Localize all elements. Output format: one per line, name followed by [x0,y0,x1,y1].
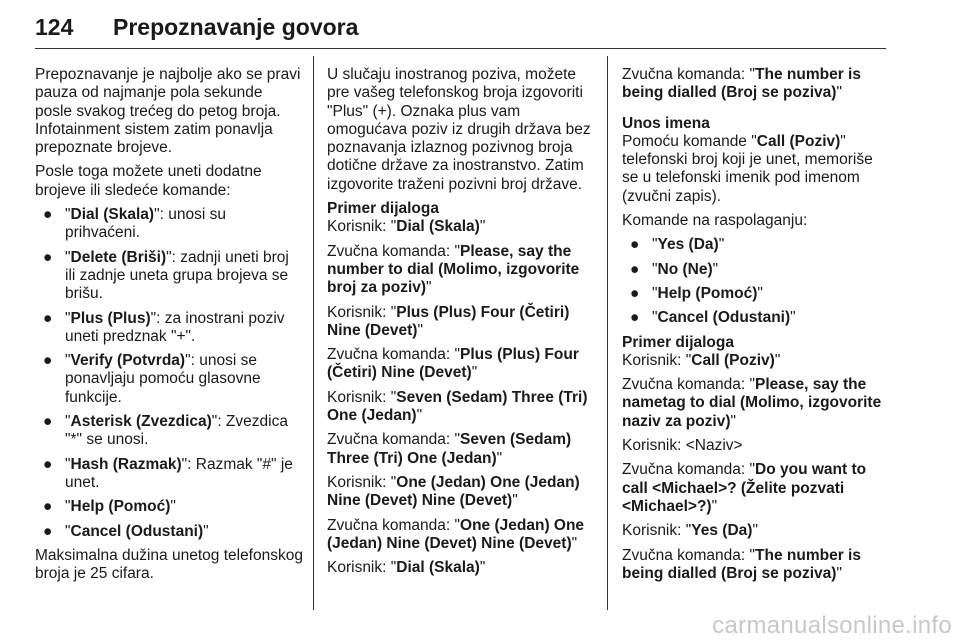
dialog-line: Korisnik: "Dial (Skala)" [327,559,486,577]
command-desc: : unosi su prihvaćeni. [65,206,226,242]
command-name: Delete (Briši) [70,248,167,266]
utterance: Dial (Skala) [396,218,480,236]
speaker: Korisnik: [327,559,391,577]
column-divider [607,56,608,610]
list-item: ● "Verify (Potvrda)": unosi se ponavljaju pomoću glasovne funkcije. [43,352,261,406]
speaker: Zvučna komanda: [327,346,455,364]
speaker: Zvučna komanda: [327,516,455,534]
dialog-line: Korisnik: "Dial (Skala)" [327,218,486,236]
utterance: One (Jedan) One (Jedan) Nine (Devet) Nine (Devet) [327,516,585,552]
column-divider [313,56,314,610]
command-desc: : unosi se ponavljaju pomoću glasovne funkcije. [65,352,261,406]
utterance: Please, say the nametag to dial (Molimo, izgovorite naziv za poziv) [622,376,882,430]
utterance: Dial (Skala) [396,559,480,577]
speaker: Korisnik: [327,388,391,406]
bullet-icon: ● [43,498,53,516]
list-item: ● "Yes (Da)" [630,236,725,254]
speaker: Zvučna komanda: [622,66,750,83]
command-desc: : Razmak "#" je unet. [65,455,293,491]
command-name: Cancel (Odustani) [70,522,204,540]
column-1 [35,66,303,589]
bullet-icon: ● [43,522,53,540]
dialog-line: Zvučna komanda: "Please, say the number to dial (Molimo, izgovorite broj za poziv)" [327,242,580,297]
dialog-line: Zvučna komanda: "Please, say the nametag to dial (Molimo, izgovorite naziv za poziv)" [622,376,882,430]
command-list [35,206,303,541]
command-desc: : za inostrani poziv uneti predznak "+". [65,309,285,345]
list-item: ● "Help (Pomoć)" [43,498,176,516]
bullet-icon: ● [43,248,53,266]
paragraph: Posle toga možete uneti dodatne brojeve ili sledeće komande: [35,163,262,199]
list-item: ● "Delete (Briši)": zadnji uneti broj ili zadnje uneta grupa brojeva se brišu. [43,248,289,303]
column-3 [622,66,890,589]
utterance: Do you want to call <Michael>? (Želite pozvati <Michael>?) [622,461,867,515]
speaker: Zvučna komanda: [622,461,750,479]
dialog-line: Korisnik: "Call (Poziv)" [622,351,781,369]
list-item: ● "Cancel (Odustani)" [43,522,209,540]
paragraph: Pomoću komande "Call (Poziv)" telefonski broj koji je unet, memoriše se u telefonski imenik pod imenom (zvučni zapis). [622,132,873,205]
list-item: ● "No (Ne)" [630,260,719,278]
command-name: No (Ne) [657,260,713,278]
speaker: Korisnik: [622,522,686,540]
utterance: Please, say the number to dial (Molimo, izgovorite broj za poziv) [327,242,580,297]
dialog-line: Korisnik: "Yes (Da)" [622,522,758,540]
list-item: ● "Hash (Razmak)": Razmak "#" je unet. [43,455,293,491]
dialog-line: Korisnik: "One (Jedan) One (Jedan) Nine (Devet) Nine (Devet)" [327,473,580,510]
utterance: Seven (Sedam) Three (Tri) One (Jedan) [327,388,588,425]
utterance: Plus (Plus) Four (Četiri) Nine (Devet) [327,303,570,339]
speaker: Zvučna komanda: [327,242,455,260]
dialog-title: Primer dijaloga [327,200,439,218]
command-name: Yes (Da) [657,236,719,254]
dialog-line: Zvučna komanda: "One (Jedan) One (Jedan) Nine (Devet) Nine (Devet)" [327,516,585,552]
dialog-line: Zvučna komanda: "Seven (Sedam) Three (Tri) One (Jedan)" [327,431,572,467]
paragraph: Komande na raspolaganju: [622,212,808,230]
speaker: Zvučna komanda: [622,376,750,394]
column-2 [327,66,595,583]
paragraph: U slučaju inostranog poziva, možete pre vašeg telefonskog broja izgovoriti "Plus" (+). Oznaka plus vam omogućava poziv iz drugih država bez poznavanja izlaznog pozivnog broja dotične države za inostranstvo. Zatim izgovorite traženi pozivni broj države. [327,66,591,193]
dialog-line: Zvučna komanda: "Plus (Plus) Four (Četiri) Nine (Devet)" [327,346,579,382]
speaker: Korisnik: [327,303,391,321]
speaker: Korisnik: [327,473,391,491]
utterance: The number is being dialled (Broj se poziva) [622,66,861,102]
list-item: ● "Dial (Skala)": unosi su prihvaćeni. [43,206,226,242]
command-name: Plus (Plus) [70,309,151,327]
dialog-line: Korisnik: "Plus (Plus) Four (Četiri) Nine (Devet)" [327,303,570,339]
utterance: The number is being dialled (Broj se poziva) [622,546,861,582]
command-name: Asterisk (Zvezdica) [70,413,212,431]
speaker: Zvučna komanda: [327,431,455,449]
dialog-line: Zvučna komanda: "Do you want to call <Michael>? (Želite pozvati <Michael>?)" [622,461,867,515]
watermark: carmanualsonline.info [712,612,952,639]
speaker: Korisnik: [327,218,391,236]
command-name: Dial (Skala) [70,206,155,224]
paragraph: Prepoznavanje je najbolje ako se pravi pauza od najmanje pola sekunde posle svakog trećeg do petog broja. Infotainment sistem zatim ponavlja prepoznate brojeve. [35,66,301,157]
command-name: Cancel (Odustani) [657,309,791,327]
command-name: Help (Pomoć) [70,498,171,516]
bullet-icon: ● [630,260,640,278]
dialog-line: Zvučna komanda: "The number is being dialled (Broj se poziva)" [622,546,861,582]
bullet-icon: ● [630,309,640,327]
command-name: Hash (Razmak) [70,455,182,473]
bullet-icon: ● [43,455,53,473]
command-name: Verify (Potvrda) [70,352,186,370]
speaker: Zvučna komanda: [622,546,750,564]
dialog-line: Korisnik: "Seven (Sedam) Three (Tri) One (Jedan)" [327,388,588,425]
list-item: ● "Help (Pomoć)" [630,284,763,302]
utterance: Call (Poziv) [691,351,775,369]
command-name: Help (Pomoć) [657,284,758,302]
dialog-title: Primer dijaloga [622,333,734,351]
bullet-icon: ● [43,413,53,431]
header-rule [35,48,886,49]
page-header [35,8,886,48]
utterance: Seven (Sedam) Three (Tri) One (Jedan) [327,431,572,467]
page-title: Prepoznavanje govora [113,14,359,40]
utterance: Plus (Plus) Four (Četiri) Nine (Devet) [327,346,579,382]
bullet-icon: ● [43,206,53,224]
speaker: Korisnik: [622,351,686,369]
command-list [622,236,890,327]
dialog-line: Korisnik: <Naziv> [622,437,743,455]
bullet-icon: ● [630,284,640,302]
paragraph: Maksimalna dužina unetog telefonskog broja je 25 cifara. [35,546,303,583]
bullet-icon: ● [43,352,53,370]
bullet-icon: ● [43,309,53,327]
page-number: 124 [35,14,74,40]
command-name: Call (Poziv) [756,132,841,150]
command-desc: : zadnji uneti broj ili zadnje uneta grupa brojeva se brišu. [65,248,289,303]
bullet-icon: ● [630,236,640,254]
list-item: ● "Asterisk (Zvezdica)": Zvezdica "*" se unosi. [43,413,288,449]
dialog-line: Zvučna komanda: "The number is being dialled (Broj se poziva)" [622,66,861,102]
utterance: One (Jedan) One (Jedan) Nine (Devet) Nine (Devet) [327,473,580,510]
command-desc: : Zvezdica "*" se unosi. [65,413,288,449]
section-heading: Unos imena [622,114,710,132]
list-item: ● "Plus (Plus)": za inostrani poziv uneti predznak "+". [43,309,285,345]
list-item: ● "Cancel (Odustani)" [630,309,796,327]
utterance: Yes (Da) [691,522,753,540]
